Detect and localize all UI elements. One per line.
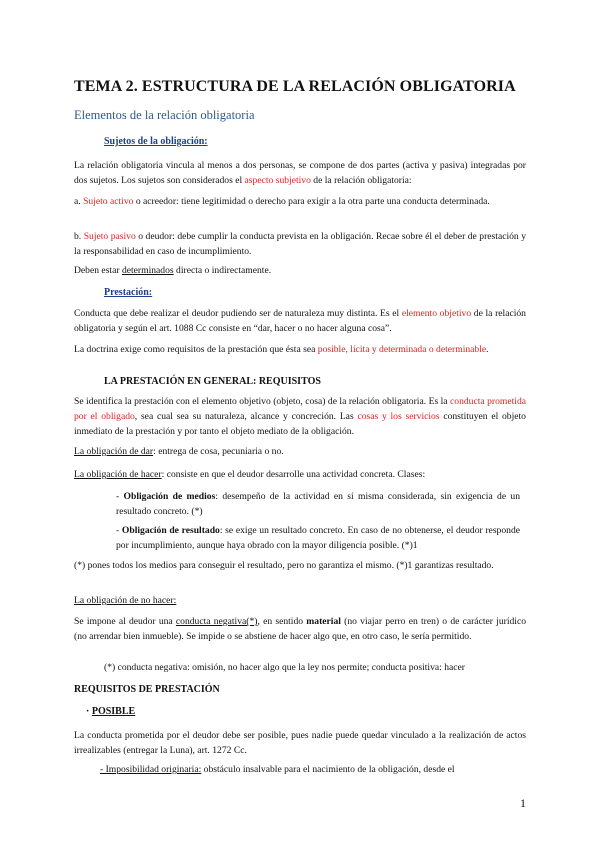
general-paragraph: Se identifica la prestación con el elemento objetivo (objeto, cosa) de la relación obligatoria. Es la conducta prometida por el obligado, sea cual sea su naturaleza, alcance y concreción. Las cosas y los servicios constituyen el objeto inmediato de la prestación y por tanto el objeto mediato de la obligación. <box>74 396 526 437</box>
prestacion-heading: Prestación: <box>104 287 153 298</box>
no-hacer-paragraph: Se impone al deudor una conducta negativa(*), en sentido material (no viajar perro en tren) o de carácter jurídico (no arrendar bien inmueble). Se impide o se abstiene de hacer algo que, en otro caso, le sería permitido. <box>74 616 527 642</box>
document-title: TEMA 2. ESTRUCTURA DE LA RELACIÓN OBLIGATORIA <box>74 78 516 95</box>
obligacion-resultado: - Obligación de resultado: se exige un resultado concreto. En caso de no obtenerse, el deudor responde por incumplimiento, aunque haya obrado con la mayor diligencia posible. (*)1 <box>116 525 520 551</box>
doctrina-paragraph: La doctrina exige como requisitos de la prestación que ésta sea posible, lícita y determinada o determinable. <box>74 344 489 355</box>
page-number: 1 <box>520 796 526 810</box>
sujeto-pasivo-paragraph: b. Sujeto pasivo o deudor: debe cumplir la conducta prevista en la obligación. Recae sobre él el deber de prestación y la responsabilidad en caso de incumplimiento. <box>74 231 526 257</box>
posible-heading: · POSIBLE <box>86 706 136 717</box>
note-medios-resultado: (*) pones todos los medios para conseguir el resultado, pero no garantiza el mismo. (*)1 garantizas resultado. <box>74 560 494 571</box>
sujetos-paragraph: La relación obligatoria vincula al menos a dos personas, se compone de dos partes (activa y pasiva) integradas por dos sujetos. Los sujetos son considerados el aspecto subjetivo de la relación obligatoria: <box>74 160 526 186</box>
determinados-paragraph: Deben estar determinados directa o indirectamente. <box>74 265 272 276</box>
sujetos-heading: Sujetos de la obligación: <box>104 136 208 147</box>
prestacion-paragraph: Conducta que debe realizar el deudor pudiendo ser de naturaleza muy distinta. Es el elemento objetivo de la relación obligatoria y según el art. 1088 Cc consiste en “dar, hacer o no hacer alguna cosa”. <box>74 308 526 334</box>
posible-paragraph: La conducta prometida por el deudor debe ser posible, pues nadie puede quedar vinculado a la realización de actos irrealizables (entregar la Luna), art. 1272 Cc. <box>74 730 526 756</box>
section-subtitle: Elementos de la relación obligatoria <box>74 108 255 122</box>
obligacion-dar: La obligación de dar: entrega de cosa, pecuniaria o no. <box>74 446 284 457</box>
general-heading: LA PRESTACIÓN EN GENERAL: REQUISITOS <box>104 376 321 387</box>
obligacion-no-hacer-heading: La obligación de no hacer: <box>74 595 177 606</box>
imposibilidad-originaria: - Imposibilidad originaria: obstáculo insalvable para el nacimiento de la obligación, desde el <box>100 764 455 775</box>
sujeto-activo-paragraph: a. Sujeto activo o acreedor: tiene legitimidad o derecho para exigir a la otra parte una conducta determinada. <box>74 196 490 207</box>
requisitos-heading: REQUISITOS DE PRESTACIÓN <box>74 684 220 695</box>
obligacion-hacer: La obligación de hacer: consiste en que el deudor desarrolle una actividad concreta. Clases: <box>74 469 426 480</box>
note-conducta-negativa: (*) conducta negativa: omisión, no hacer algo que la ley nos permite; conducta positiva: hacer <box>104 662 465 673</box>
obligacion-medios: - Obligación de medios: desempeño de la actividad en sí misma considerada, sin exigencia de un resultado concreto. (*) <box>116 491 521 517</box>
